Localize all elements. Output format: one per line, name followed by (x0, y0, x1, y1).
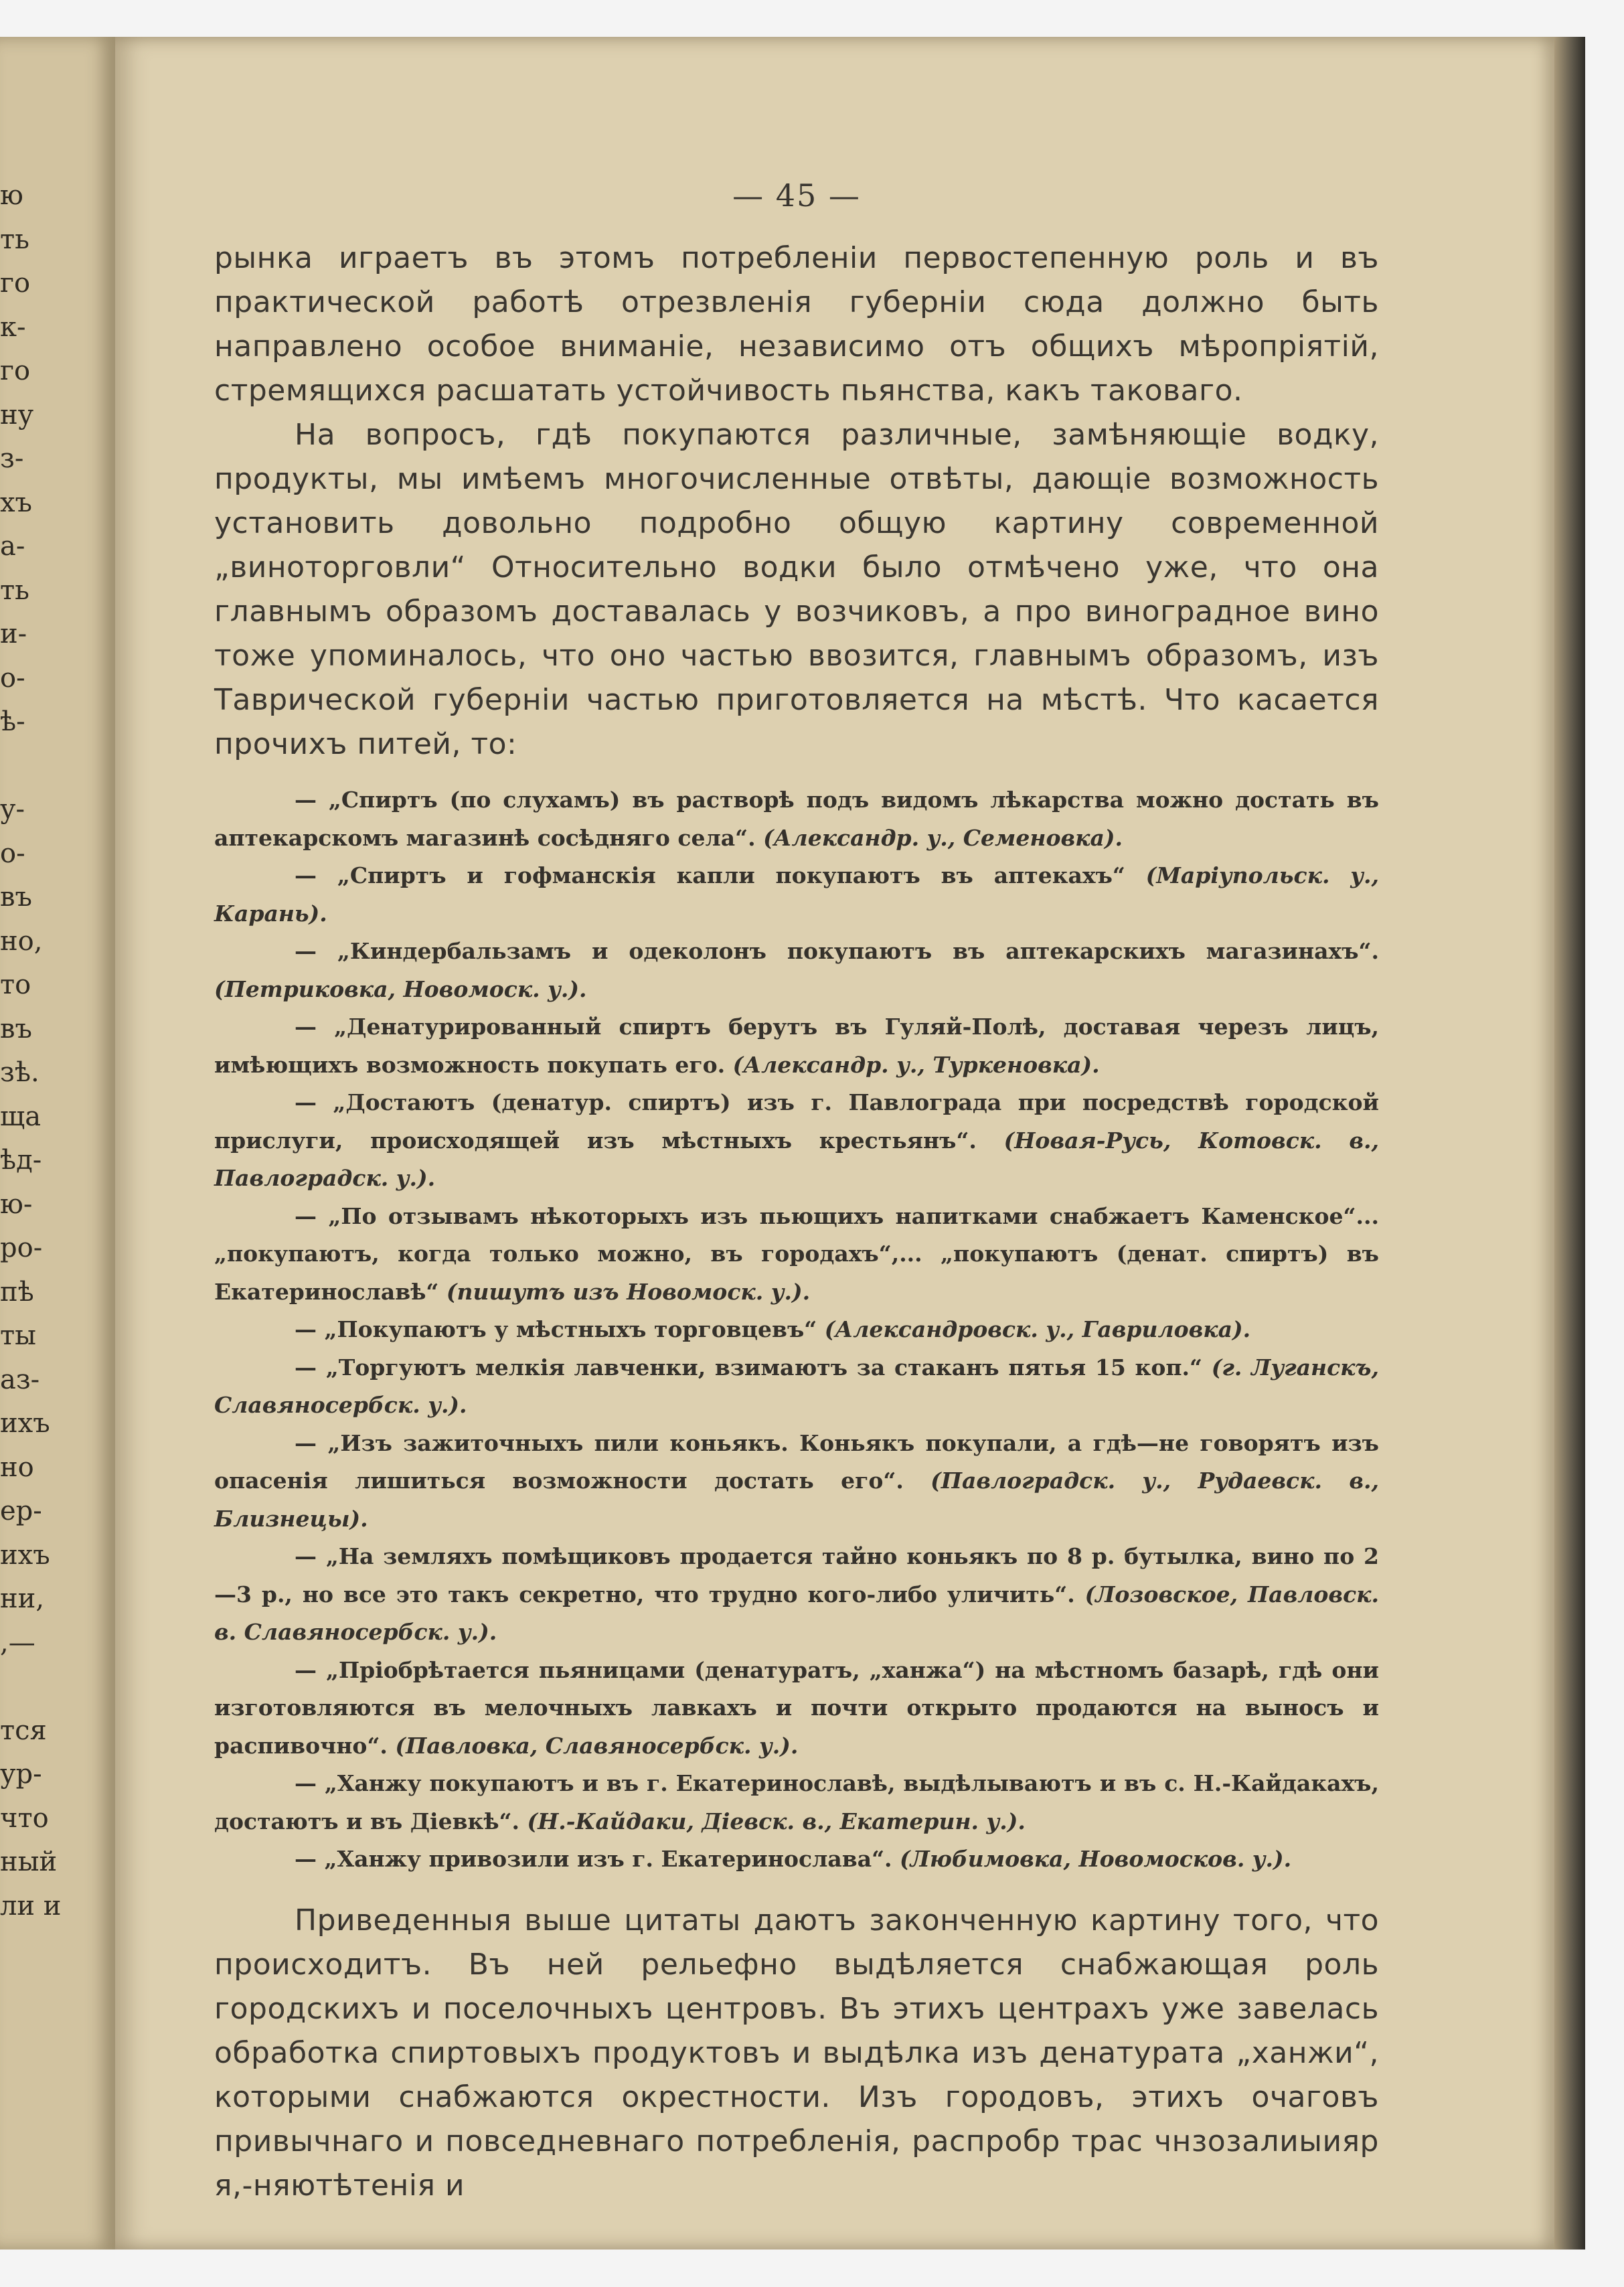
quote-list (214, 781, 1379, 1879)
left-page-fragment: а- (0, 531, 25, 562)
left-page-fragment: ли и (0, 1890, 62, 1921)
paragraph-intro: рынка играетъ въ этомъ потребленіи первостепенную роль и въ практической работѣ отрезвленія губерніи сюда должно быть направлено особое вниманіе, независимо отъ общихъ мѣропріятій, стремящихся расшатать устойчивость пьянства, какъ таковаго. (214, 241, 1379, 408)
left-page-fragment: хъ (0, 487, 33, 518)
paragraph-closing: Приведенныя выше цитаты даютъ законченную картину того, что происходитъ. Въ ней рельефно выдѣляется снабжающая роль городскихъ и поселочныхъ центровъ. Въ этихъ центрахъ уже завелась обработка спиртовыхъ продуктовъ и выдѣлка изъ денатурата „ханжи“, которыми снабжаются окрестности. Изъ городовъ, этихъ очаговъ привычнаго и повседневнаго потребленія, распробр трас чнзозалиыияр я,-няютѣтенія и (214, 1903, 1379, 2203)
quote-item (214, 933, 1379, 1008)
left-page-fragment: ща (0, 1101, 42, 1132)
quote-source: (Любимовка, Новомосков. у.). (900, 1846, 1292, 1872)
quote-source: (Петриковка, Новомоск. у.). (214, 975, 587, 1002)
left-page-fragment: ,— (0, 1627, 35, 1658)
left-page-fragment: ихъ (0, 1539, 50, 1571)
left-page-fragment: ро- (0, 1233, 43, 1263)
quote-text: — „Ханжу покупаютъ и въ г. Екатеринославѣ, выдѣлываютъ и въ с. Н.-Кайдакахъ, достаютъ и въ Діевкѣ“. (214, 1770, 1379, 1834)
quote-text: — „Изъ зажиточныхъ пили коньякъ. Коньякъ покупали, а гдѣ—не говорятъ изъ опасенія лишиться возможности достать его“. (214, 1429, 1379, 1494)
quote-item (214, 1538, 1379, 1652)
quote-source: (г. Луганскъ, Славяносербск. у.). (214, 1354, 1379, 1418)
left-page-fragment: но, (0, 925, 43, 957)
quote-text: — „Пріобрѣтается пьяницами (денатуратъ, „ханжа“) на мѣстномъ базарѣ, гдѣ они изготовляются въ мелочныхъ лавкахъ и почти открыто продаются на выносъ и распивочно“. (214, 1656, 1379, 1759)
quote-item (214, 857, 1379, 933)
left-page-fragment: ну (0, 399, 34, 430)
left-page-fragment (0, 1665, 61, 1709)
left-page-fragment: ни, (0, 1583, 45, 1614)
quote-item (214, 1008, 1379, 1084)
left-page-fragment: о- (0, 838, 25, 869)
left-page-fragment: въ (0, 1013, 32, 1044)
left-page-fragment: ѣ- (0, 706, 25, 737)
left-page-fragment: ур- (0, 1759, 42, 1790)
quote-source: (Павловка, Славяносербск. у.). (395, 1732, 799, 1759)
left-page-fragment: ѣд- (0, 1145, 42, 1176)
left-page-fragment: зѣ. (0, 1057, 39, 1088)
quote-source: (Лозовское, Павловск. в. Славяносербск. у.). (214, 1581, 1379, 1645)
left-page-edge (0, 37, 115, 2250)
quote-source: (пишутъ изъ Новомоск. у.). (446, 1278, 811, 1305)
left-page-fragment: пѣ (0, 1276, 34, 1308)
quote-source: (Павлоградск. у., Рудаевск. в., Близнецы). (214, 1468, 1379, 1532)
page-number: — 45 — (732, 177, 861, 214)
quote-text: — „Киндербальзамъ и одеколонъ покупаютъ въ аптекарскихъ магазинахъ“. (295, 938, 1379, 964)
left-page-fragment: ю (0, 180, 23, 211)
quote-text: — „Спиртъ (по слухамъ) въ растворѣ подъ видомъ лѣкарства можно достать въ аптекарскомъ магазинѣ сосѣдняго села“. (214, 787, 1379, 851)
quote-source: (Александровск. у., Гавриловка). (824, 1316, 1251, 1342)
quote-text: — „На земляхъ помѣщиковъ продается тайно коньякъ по 8 р. бутылка, вино по 2—3 р., но все это такъ секретно, что трудно кого-либо уличить“. (214, 1543, 1379, 1607)
left-page-fragment: аз- (0, 1364, 40, 1395)
left-page-fragment: ихъ (0, 1408, 50, 1439)
quote-item (214, 781, 1379, 857)
quote-text: — „По отзывамъ нѣкоторыхъ изъ пьющихъ напитками снабжаетъ Каменское“... „покупаютъ, когда только можно, въ городахъ“,... „покупаютъ (денат. спиртъ) въ Екатеринославѣ“ (214, 1202, 1379, 1305)
quote-text: — „Торгуютъ мелкія лавченки, взимаютъ за стаканъ пятья 15 коп.“ (295, 1354, 1212, 1381)
quote-source: (Новая-Русь, Котовск. в., Павлоградск. у.). (214, 1127, 1379, 1191)
paragraph-question: На вопросъ, гдѣ покупаются различные, замѣняющіе водку, продукты, мы имѣемъ многочисленные отвѣты, дающіе возможность установить довольно подробно общую картину современной „виноторговли“ Относительно водки было отмѣчено уже, что она главнымъ образомъ доставалась у возчиковъ, а про виноградное вино тоже упоминалось, что оно частью ввозится, главнымъ образомъ, изъ Таврической губерніи частью приготовляется на мѣстѣ. Что касается прочихъ питей, то: (214, 418, 1379, 761)
left-page-fragment: го (0, 268, 31, 299)
quote-item (214, 1425, 1379, 1539)
left-page-text-fragments (0, 174, 61, 1928)
quote-text: — „Спиртъ и гофманскія капли покупаютъ въ аптекахъ“ (295, 862, 1146, 888)
left-page-fragment: въ (0, 882, 32, 913)
page-edge-shadow (1554, 37, 1585, 2250)
left-page-fragment: что (0, 1802, 49, 1834)
left-page-fragment: ю- (0, 1188, 33, 1220)
quote-item (214, 1349, 1379, 1425)
left-page-fragment: то (0, 969, 31, 1000)
quote-source: (Александр. у., Туркеновка). (732, 1051, 1100, 1078)
page-content (214, 177, 1379, 2208)
quote-text: — „Ханжу привозили изъ г. Екатеринослава“. (295, 1846, 900, 1872)
left-page-fragment: ер- (0, 1496, 42, 1526)
left-page-fragment: ть (0, 574, 29, 606)
left-page-fragment: тся (0, 1715, 47, 1746)
left-page-fragment (0, 744, 61, 789)
quote-text: — „Денатурированный спиртъ берутъ въ Гуляй-Полѣ, доставая черезъ лицъ, имѣющихъ возможность покупать его. (214, 1014, 1379, 1078)
left-page-fragment: ть (0, 224, 29, 255)
quote-item (214, 1652, 1379, 1765)
quote-item (214, 1765, 1379, 1840)
left-page-fragment: ты (0, 1320, 36, 1351)
quote-item (214, 1084, 1379, 1198)
quote-source: (Н.-Кайдаки, Діевск. в., Екатерин. у.). (527, 1808, 1026, 1834)
quote-item (214, 1198, 1379, 1312)
quote-source: (Александр. у., Семеновка). (763, 824, 1123, 851)
quote-text: — „Покупаютъ у мѣстныхъ торговцевъ“ (295, 1316, 825, 1342)
quote-text: — „Достаютъ (денатур. спиртъ) изъ г. Павлограда при посредствѣ городской прислуги, происходящей изъ мѣстныхъ крестьянъ“. (214, 1089, 1379, 1154)
left-page-fragment: к- (0, 311, 26, 343)
left-page-fragment: го (0, 356, 31, 386)
left-page-fragment: ный (0, 1846, 58, 1877)
quote-item (214, 1840, 1379, 1879)
left-page-fragment: но (0, 1451, 34, 1483)
left-page-fragment: з- (0, 443, 24, 474)
left-page-fragment: и- (0, 619, 27, 649)
quote-item (214, 1311, 1379, 1349)
left-page-fragment: у- (0, 794, 25, 825)
left-page-fragment: о- (0, 662, 25, 694)
quote-source: (Маріупольск. у., Карань). (214, 862, 1379, 927)
